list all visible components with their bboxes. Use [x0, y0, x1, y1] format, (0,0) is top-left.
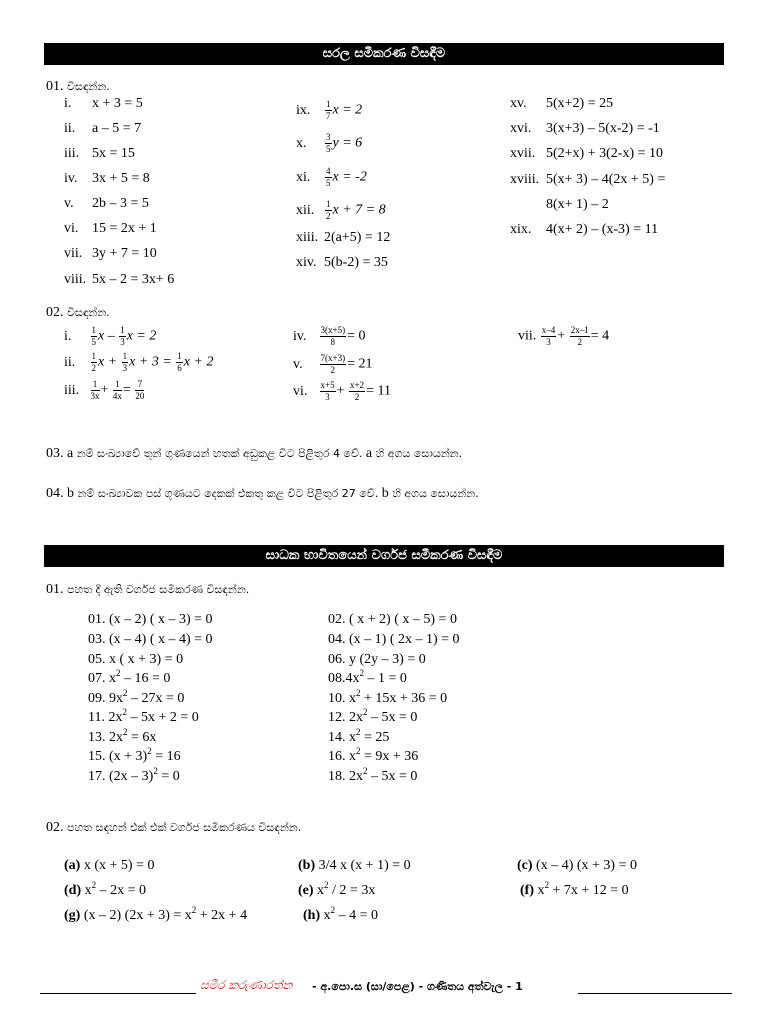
- equation-item: [64, 352, 213, 373]
- equation-label: xii.: [296, 202, 315, 218]
- equation-text: 2(a+5) = 12: [324, 230, 391, 245]
- equation-text: 5x – 2 = 3x+ 6: [92, 272, 175, 287]
- equation-text: 4(x+ 2) – (x-3) = 11: [546, 222, 659, 237]
- variable: a: [67, 446, 74, 461]
- quadratic-equation: 02. ( x + 2) ( x – 5) = 0: [328, 612, 457, 627]
- quadratic-equation: 13. $2x^2 = 6x$: [88, 727, 157, 745]
- item-expression: $x^2 - 4 = 0$: [323, 905, 379, 923]
- q4-text: නම් සංඛ්‍යාවක පස් ගුණයට දෙකක් එකතු කළ විට පිළිතුර 27 වේ.: [77, 487, 379, 500]
- fraction: $\frac{4}{5}$: [326, 166, 331, 188]
- item-label: (f): [520, 883, 534, 898]
- fraction: $\frac{1}{7}$: [326, 99, 331, 121]
- fraction: $\frac{1}{3}$: [120, 325, 125, 347]
- fraction: $\frac{x+2}{2}$: [349, 380, 365, 402]
- item-expression: x (x + 5) = 0: [83, 858, 155, 873]
- question-number: [46, 583, 249, 597]
- q3-post: හි අගය සොයන්න.: [375, 447, 463, 460]
- quadratic-item: [64, 859, 154, 873]
- equation-label: iv.: [293, 328, 307, 344]
- question-number: [46, 80, 110, 94]
- item-expression: 3/4 x (x + 1) = 0: [318, 858, 411, 873]
- footer-text: - අ.පො.ස (සා/පෙළ) - ගණිතය අත්වැල - 1: [312, 980, 523, 993]
- equation-label: viii.: [64, 272, 87, 287]
- equation-text: 3x + 5 = 8: [92, 171, 150, 186]
- footer-line-left: [40, 993, 196, 994]
- equation-item: [64, 172, 150, 186]
- item-expression: (x – 2) $(2x + 3) = x^2 + 2x + 4$: [83, 905, 248, 923]
- equation-label: vi.: [64, 221, 79, 236]
- equation-label: vii.: [64, 246, 83, 261]
- section-title-quadratic-equations: සාධක භාවිතයෙන් වර්ගජ සමීකරණ විසඳීම: [44, 545, 724, 567]
- item-label: (c): [517, 858, 533, 873]
- equation-label: iii.: [64, 146, 80, 161]
- quadratic-equation: 17. (2x – 3)$^2$ = 0: [88, 766, 180, 784]
- quadratic-equation: 07. $x^2 - 16 = 0$: [88, 668, 171, 686]
- fraction: $\frac{1}{6}$: [177, 351, 182, 373]
- equation-item: [296, 167, 367, 188]
- equation-label: xiii.: [296, 230, 319, 245]
- equation-text: x –: [98, 328, 115, 344]
- equation-item: [64, 326, 156, 347]
- q4-number: 04.: [46, 486, 64, 501]
- equation-item: [518, 326, 609, 347]
- equation-label: i.: [64, 96, 72, 111]
- equation-item: [64, 222, 157, 236]
- equation-text: x +: [98, 354, 118, 370]
- item-label: (h): [303, 908, 321, 923]
- fraction: $\frac{1}{3}$: [122, 351, 128, 373]
- footer-line-right: [578, 993, 732, 994]
- equation-item: [510, 198, 609, 212]
- equation-item: [296, 231, 390, 245]
- equation-text: = 0: [347, 328, 366, 344]
- equation-item: [293, 354, 372, 375]
- fraction: $\frac{3}{5}$: [326, 132, 331, 154]
- equation-text: =: [122, 382, 131, 398]
- equation-text: 8(x+ 1) – 2: [546, 197, 609, 212]
- q2-number: 02.: [46, 305, 64, 320]
- equation-text: 5x = 15: [92, 146, 135, 161]
- variable: b: [381, 486, 389, 501]
- equation-text: a – 5 = 7: [92, 121, 142, 136]
- quadratic-item: [303, 905, 379, 923]
- equation-text: 2b – 3 = 5: [92, 196, 149, 211]
- equation-label: xv.: [510, 96, 527, 111]
- author-signature: සමීර කරුණාරත්න: [200, 978, 293, 992]
- q1-instruction: විසඳන්න.: [67, 80, 110, 93]
- quadratic-equation: 09. $9x^2 - 27x = 0$: [88, 688, 185, 706]
- quadratic-equation: 05. x ( x + 3) = 0: [88, 652, 184, 667]
- equation-label: vi.: [293, 383, 308, 399]
- equation-item: [64, 197, 149, 211]
- equation-text: 5(2+x) + 3(2-x) = 10: [546, 146, 663, 161]
- variable: b: [67, 486, 74, 501]
- equation-label: xi.: [296, 169, 311, 185]
- variable: a: [365, 446, 373, 461]
- fraction: $\frac{x-4}{3}$: [541, 325, 556, 347]
- s2-q2-instruction: පහත සඳහන් එක් එක් වර්ගජ සමීකරණය විසඳන්න.: [67, 821, 302, 834]
- equation-label: x.: [296, 135, 307, 151]
- fraction: $\frac{1}{2}$: [326, 199, 331, 221]
- q3-text: නම් සංඛ්‍යාවේ තුන් ගුණයෙන් හතක් අඩුකළ විට පිළිතුර 4 වේ.: [76, 447, 363, 460]
- fraction: $\frac{x+5}{3}$: [320, 380, 335, 402]
- quadratic-equation: 14. $x^2 = 25$: [328, 727, 390, 745]
- item-label: (e): [298, 883, 314, 898]
- equation-label: iv.: [64, 171, 78, 186]
- equation-label: vii.: [518, 328, 537, 344]
- fraction: $\frac{1}{3x}$: [90, 379, 100, 401]
- equation-text: x + 3 =: [129, 354, 172, 370]
- item-label: (g): [64, 908, 81, 923]
- equation-label: xviii.: [510, 172, 540, 187]
- fraction: $\frac{2x-1}{2}$: [570, 325, 589, 347]
- quadratic-item: [64, 880, 147, 898]
- question-number: [46, 306, 110, 320]
- equation-item: [296, 256, 388, 270]
- equation-item: [510, 97, 613, 111]
- fraction: $\frac{7}{20}$: [135, 379, 145, 401]
- equation-text: x = 2: [126, 328, 157, 344]
- word-problem: [46, 487, 479, 501]
- equation-label: ii.: [64, 354, 76, 370]
- word-problem: [46, 447, 462, 461]
- equation-item: [64, 380, 145, 401]
- quadratic-equation: 16. $x^2 = 9x + 36$: [328, 746, 419, 764]
- equation-item: [293, 381, 391, 402]
- s2-q1-instruction: පහත දී ඇති වර්ගජ සමීකරණ විසඳන්න.: [67, 583, 250, 596]
- equation-label: v.: [293, 356, 303, 372]
- quadratic-equation: $08.4x^2 - 1 = 0$: [328, 668, 407, 686]
- equation-label: i.: [64, 328, 72, 344]
- equation-text: x + 2: [183, 354, 214, 370]
- q1-number: 01.: [46, 79, 64, 94]
- section-title-simple-equations: සරල සමීකරණ විසඳීම: [44, 43, 724, 65]
- equation-label: xix.: [510, 222, 532, 237]
- item-label: (d): [64, 883, 82, 898]
- fraction: $\frac{3(x+5)}{8}$: [320, 325, 346, 347]
- equation-text: +: [557, 328, 566, 344]
- quadratic-equation: 18. $2x^2 - 5x = 0$: [328, 766, 418, 784]
- item-expression: $x^2 + 7x + 12 = 0$: [537, 880, 629, 898]
- quadratic-equation: 03. (x – 4) ( x – 4) = 0: [88, 632, 213, 647]
- equation-label: xiv.: [296, 255, 317, 270]
- equation-item: [296, 200, 386, 221]
- equation-label: xvi.: [510, 121, 532, 136]
- equation-item: [293, 326, 365, 347]
- item-label: (b): [298, 858, 316, 873]
- equation-text: +: [336, 383, 345, 399]
- equation-item: [296, 133, 362, 154]
- equation-item: [510, 173, 665, 187]
- equation-text: y = 6: [332, 135, 363, 151]
- equation-label: ix.: [296, 102, 311, 118]
- equation-text: x = 2: [332, 102, 363, 118]
- question-number: [46, 821, 301, 835]
- item-label: (a): [64, 858, 81, 873]
- fraction: $\frac{1}{4x}$: [112, 379, 122, 401]
- equation-item: [64, 122, 141, 136]
- quadratic-item: [520, 880, 629, 898]
- equation-text: 15 = 2x + 1: [92, 221, 157, 236]
- equation-text: 3(x+3) – 5(x-2) = -1: [546, 121, 660, 136]
- quadratic-item: [64, 905, 248, 923]
- quadratic-equation: 15. $(x + 3)^2 = 16$: [88, 746, 181, 764]
- quadratic-equation: 11. $2x^2 - 5x + 2 = 0$: [88, 707, 199, 725]
- equation-item: [296, 100, 362, 121]
- equation-text: = 4: [590, 328, 610, 344]
- quadratic-equation: 10. $x^2 + 15x + 36 = 0$: [328, 688, 448, 706]
- quadratic-item: [517, 859, 637, 873]
- quadratic-item: [298, 880, 376, 898]
- q3-number: 03.: [46, 446, 64, 461]
- q4-post: හි අගය සොයන්න.: [392, 487, 479, 500]
- equation-text: 3y + 7 = 10: [92, 246, 157, 261]
- equation-item: [64, 147, 135, 161]
- item-expression: $x^2 - 2x = 0$: [84, 880, 147, 898]
- equation-item: [64, 247, 157, 261]
- equation-text: x + 3 = 5: [92, 96, 143, 111]
- equation-label: v.: [64, 196, 74, 211]
- equation-text: 5(x+ 3) – 4(2x + 5) =: [546, 172, 666, 187]
- quadratic-equation: 12. $2x^2 - 5x = 0$: [328, 707, 418, 725]
- item-expression: (x – 4) (x + 3) = 0: [536, 858, 637, 873]
- equation-text: = 11: [366, 383, 391, 399]
- equation-label: iii.: [64, 382, 80, 398]
- fraction: $\frac{7(x+3)}{2}$: [320, 353, 346, 375]
- fraction: $\frac{1}{5}$: [91, 325, 96, 347]
- equation-label: ii.: [64, 121, 76, 136]
- equation-text: 5(x+2) = 25: [546, 96, 614, 111]
- equation-text: 5(b-2) = 35: [324, 255, 388, 270]
- s2-q2-number: 02.: [46, 820, 64, 835]
- fraction: $\frac{1}{2}$: [91, 351, 96, 373]
- equation-text: x = -2: [332, 169, 367, 185]
- equation-item: [510, 122, 660, 136]
- quadratic-equation: 06. y (2y – 3) = 0: [328, 652, 426, 667]
- equation-text: x + 7 = 8: [332, 202, 386, 218]
- item-expression: $x^2 / 2 = 3x$: [317, 880, 376, 898]
- equation-item: [64, 97, 143, 111]
- q2-instruction: විසඳන්න.: [67, 306, 110, 319]
- equation-item: [510, 147, 663, 161]
- equation-item: [64, 273, 174, 287]
- quadratic-item: [298, 859, 411, 873]
- equation-text: = 21: [347, 356, 373, 372]
- s2-q1-number: 01.: [46, 582, 64, 597]
- quadratic-equation: 04. (x – 1) ( 2x – 1) = 0: [328, 632, 460, 647]
- equation-label: xvii.: [510, 146, 536, 161]
- equation-item: [510, 223, 658, 237]
- equation-text: +: [100, 382, 109, 398]
- quadratic-equation: 01. (x – 2) ( x – 3) = 0: [88, 612, 213, 627]
